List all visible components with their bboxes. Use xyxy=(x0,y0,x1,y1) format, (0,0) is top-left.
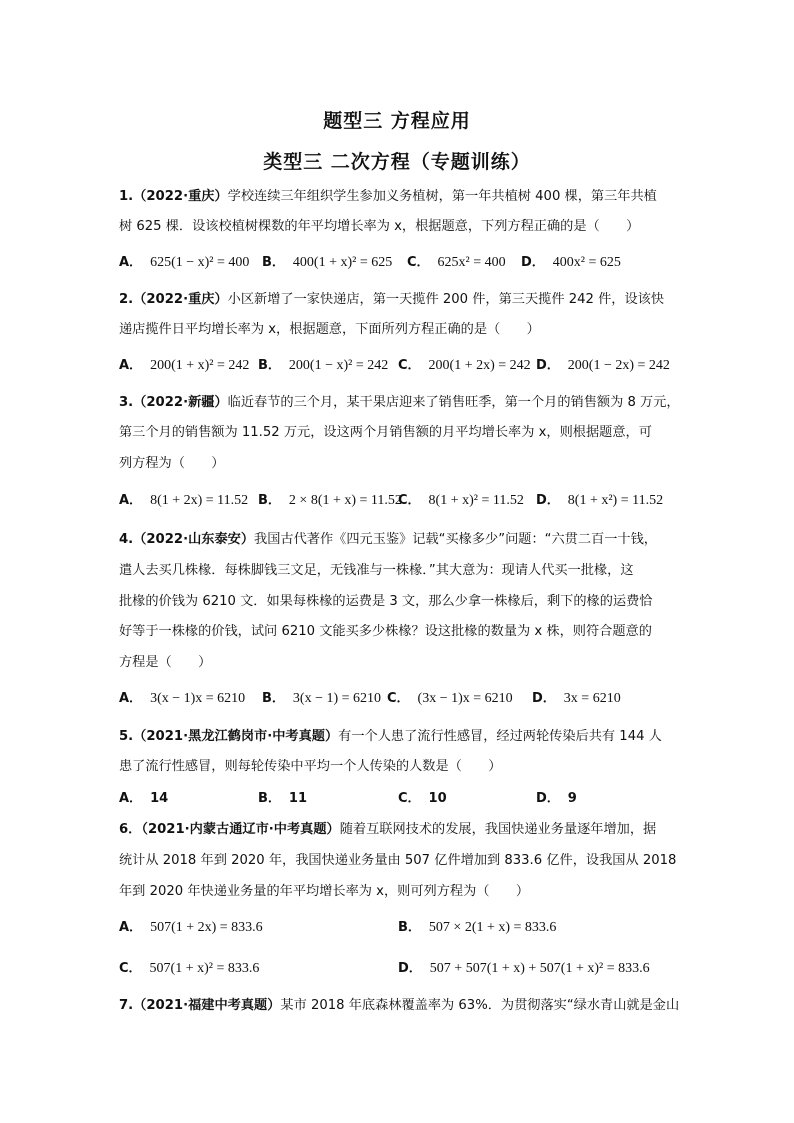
question-2-line-2: 递店揽件日平均增长率为 x，根据题意，下面所列方程正确的是（ ） xyxy=(119,322,540,337)
question-1-line-1: 1.（2022·重庆）学校连续三年组织学生参加义务植树，第一年共植树 400 棵，第三年共植 xyxy=(119,189,657,204)
question-4-line-2: 遣人去买几株椽．每株脚钱三文足，无钱准与一株椽．”其大意为：现请人代买一批椽，这 xyxy=(119,563,634,578)
question-2-option-a[interactable]: A． 200(1 + x)² = 242 xyxy=(119,358,250,373)
question-2-line-1: 2.（2022·重庆）小区新增了一家快递店，第一天揽件 200 件，第三天揽件 242 件，设该快 xyxy=(119,292,665,307)
question-6-option-a[interactable]: A． 507(1 + 2x) = 833.6 xyxy=(119,920,263,935)
question-6-option-d[interactable]: D． 507 + 507(1 + x) + 507(1 + x)² = 833.6 xyxy=(398,961,650,976)
question-4-line-1: 4.（2022·山东泰安）我国古代著作《四元玉鉴》记载“买椽多少”问题：“六贯二百一十钱， xyxy=(119,532,657,547)
question-4-option-c[interactable]: C． (3x − 1)x = 6210 xyxy=(387,691,513,706)
question-6-line-3: 年到 2020 年快递业务量的年平均增长率为 x，则可列方程为（ ） xyxy=(119,884,530,899)
question-5-option-c[interactable]: C． 10 xyxy=(398,791,447,806)
question-2-option-b[interactable]: B． 200(1 − x)² = 242 xyxy=(258,358,389,373)
page-subtitle: 类型三 二次方程（专题训练） xyxy=(263,151,531,173)
question-4-line-3: 批椽的价钱为 6210 文．如果每株椽的运费是 3 文，那么少拿一株椽后，剩下的椽的运费恰 xyxy=(119,594,653,609)
question-3-option-b[interactable]: B． 2 × 8(1 + x) = 11.52 xyxy=(258,493,402,508)
question-6-option-c[interactable]: C． 507(1 + x)² = 833.6 xyxy=(119,961,260,976)
question-6-line-2: 统计从 2018 年到 2020 年，我国快递业务量由 507 亿件增加到 833.6 亿件，设我国从 2018 xyxy=(119,853,677,868)
question-3-option-a[interactable]: A． 8(1 + 2x) = 11.52 xyxy=(119,493,249,508)
question-4-option-a[interactable]: A． 3(x − 1)x = 6210 xyxy=(119,691,246,706)
question-1-option-c[interactable]: C． 625x² = 400 xyxy=(407,255,506,270)
question-4-line-5: 方程是（ ） xyxy=(119,655,212,670)
page-title: 题型三 方程应用 xyxy=(323,110,471,132)
question-5-option-d[interactable]: D． 9 xyxy=(536,791,577,806)
question-1-option-b[interactable]: B． 400(1 + x)² = 625 xyxy=(262,255,393,270)
question-6-option-b[interactable]: B． 507 × 2(1 + x) = 833.6 xyxy=(398,920,557,935)
question-7-line-1: 7.（2021·福建中考真题）某市 2018 年底森林覆盖率为 63%．为贯彻落实“绿水青山就是金山 xyxy=(119,998,680,1013)
question-5-line-1: 5.（2021·黑龙江鹤岗市·中考真题）有一个人患了流行性感冒，经过两轮传染后共有 144 人 xyxy=(119,729,662,744)
question-3-line-3: 列方程为（ ） xyxy=(119,456,225,471)
question-2-option-d[interactable]: D． 200(1 − 2x) = 242 xyxy=(536,358,670,373)
question-2-option-c[interactable]: C． 200(1 + 2x) = 242 xyxy=(398,358,531,373)
question-4-option-b[interactable]: B． 3(x − 1) = 6210 xyxy=(262,691,382,706)
question-3-option-d[interactable]: D． 8(1 + x²) = 11.52 xyxy=(536,493,664,508)
question-3-line-2: 第三个月的销售额为 11.52 万元，设这两个月销售额的月平均增长率为 x，则根据题意，可 xyxy=(119,425,652,440)
question-4-option-d[interactable]: D． 3x = 6210 xyxy=(532,691,621,706)
question-3-option-c[interactable]: C． 8(1 + x)² = 11.52 xyxy=(398,493,524,508)
question-5-line-2: 患了流行性感冒，则每轮传染中平均一个人传染的人数是（ ） xyxy=(119,759,502,774)
question-1-option-d[interactable]: D． 400x² = 625 xyxy=(521,255,621,270)
question-6-line-1: 6．（2021·内蒙古通辽市·中考真题）随着互联网技术的发展，我国快递业务量逐年增加，据 xyxy=(119,822,657,837)
question-1-option-a[interactable]: A． 625(1 − x)² = 400 xyxy=(119,255,250,270)
question-5-option-b[interactable]: B． 11 xyxy=(258,791,308,806)
question-4-line-4: 好等于一株椽的价钱，试问 6210 文能买多少株椽？设这批椽的数量为 x 株，则符合题意的 xyxy=(119,624,652,639)
question-5-option-a[interactable]: A． 14 xyxy=(119,791,169,806)
question-3-line-1: 3.（2022·新疆）临近春节的三个月，某干果店迎来了销售旺季，第一个月的销售额为 8 万元， xyxy=(119,395,680,410)
question-1-line-2: 树 625 棵．设该校植树棵数的年平均增长率为 x，根据题意，下列方程正确的是（ ） xyxy=(119,219,640,234)
